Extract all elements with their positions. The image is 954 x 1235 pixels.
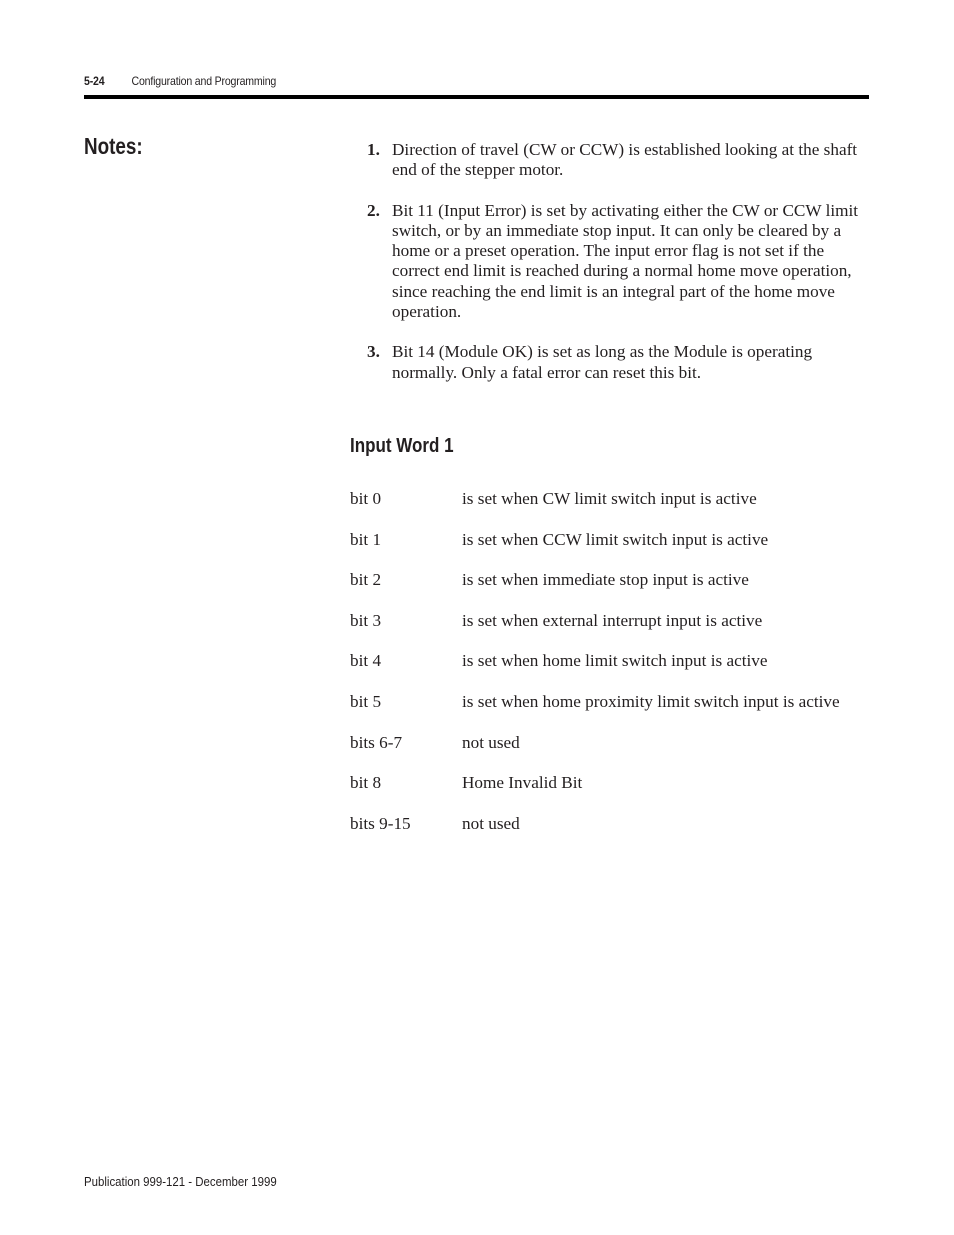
notes-list xyxy=(367,140,869,403)
bit-label: bit 4 xyxy=(350,651,382,671)
bit-description: not used xyxy=(462,813,520,833)
page-header xyxy=(84,74,276,88)
bit-label: bit 2 xyxy=(350,570,382,590)
note-item xyxy=(367,342,869,383)
note-item xyxy=(367,201,869,323)
bit-row xyxy=(350,650,880,691)
bit-label: bit 5 xyxy=(350,691,382,711)
bit-description: is set when CW limit switch input is active xyxy=(462,489,757,508)
note-text: Bit 14 (Module OK) is set as long as the Module is operating normally. Only a fatal error can reset this bit. xyxy=(392,342,813,382)
bit-row xyxy=(350,569,880,610)
note-text: Bit 11 (Input Error) is set by activating either the CW or CCW limit switch, or by an immediate stop input. It can only be cleared by a home or a preset operation. The input error flag is not set if the correct end limit is reached during a normal home move operation, since reaching the end limit is an integral part of the home move operation. xyxy=(392,200,859,322)
page-number: 5-24 xyxy=(84,74,105,88)
bit-row xyxy=(350,488,880,529)
notes-heading: Notes: xyxy=(84,133,143,159)
bit-row xyxy=(350,813,880,854)
bit-row xyxy=(350,529,880,570)
note-number: 3. xyxy=(367,342,380,362)
note-number: 1. xyxy=(367,140,380,159)
bit-label: bit 1 xyxy=(350,529,382,549)
bit-description: not used xyxy=(462,732,520,752)
publication-footer: Publication 999-121 - December 1999 xyxy=(84,1174,277,1189)
note-number: 2. xyxy=(367,200,380,220)
bit-label: bits 6-7 xyxy=(350,732,403,752)
bit-description: is set when CCW limit switch input is active xyxy=(462,529,769,549)
bit-description: is set when home limit switch input is active xyxy=(462,651,768,671)
bit-row xyxy=(350,610,880,651)
bit-description: Home Invalid Bit xyxy=(462,773,583,793)
bit-label: bits 9-15 xyxy=(350,813,411,833)
bit-label: bit 3 xyxy=(350,610,382,630)
bit-table xyxy=(350,488,880,853)
bit-label: bit 0 xyxy=(350,489,382,508)
bit-row xyxy=(350,772,880,813)
bit-row xyxy=(350,691,880,732)
bit-description: is set when immediate stop input is active xyxy=(462,570,749,590)
bit-row xyxy=(350,732,880,773)
note-item xyxy=(367,140,869,181)
note-text: Direction of travel (CW or CCW) is established looking at the shaft end of the stepper motor. xyxy=(392,140,858,180)
section-title: Configuration and Programming xyxy=(131,74,277,88)
bit-description: is set when home proximity limit switch input is active xyxy=(462,691,840,711)
input-word-heading: Input Word 1 xyxy=(350,435,454,457)
bit-description: is set when external interrupt input is active xyxy=(462,610,763,630)
header-rule xyxy=(84,95,869,99)
bit-label: bit 8 xyxy=(350,773,382,793)
